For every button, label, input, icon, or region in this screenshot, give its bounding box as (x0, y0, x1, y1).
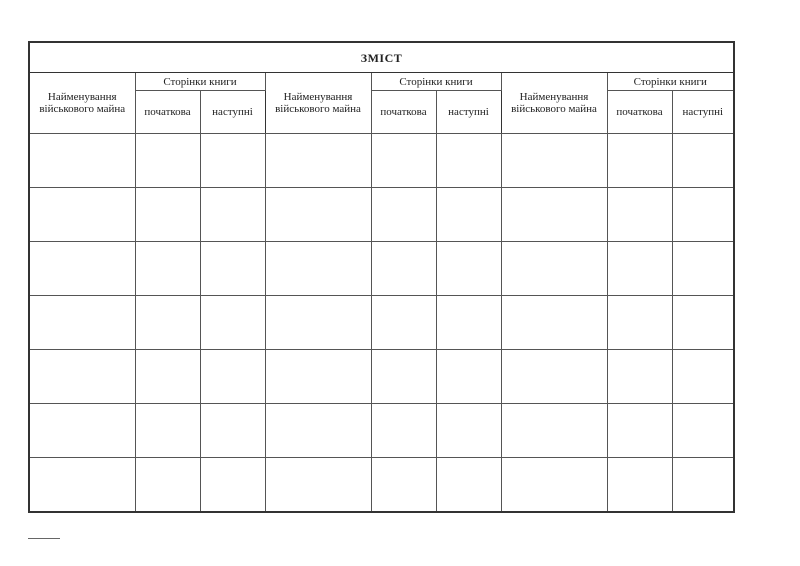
name-cell-1[interactable] (29, 458, 135, 513)
initial-page-cell-1[interactable] (135, 188, 200, 242)
next-pages-header-1: наступні (200, 91, 265, 134)
next-pages-cell-1[interactable] (200, 296, 265, 350)
initial-page-header-3: початкова (607, 91, 672, 134)
table-row (29, 242, 734, 296)
name-cell-3[interactable] (501, 458, 607, 513)
initial-page-cell-2[interactable] (371, 458, 436, 513)
name-cell-1[interactable] (29, 134, 135, 188)
initial-page-cell-1[interactable] (135, 404, 200, 458)
initial-page-cell-2[interactable] (371, 296, 436, 350)
next-pages-header-2: наступні (436, 91, 501, 134)
next-pages-cell-2[interactable] (436, 296, 501, 350)
next-pages-cell-1[interactable] (200, 458, 265, 513)
initial-page-cell-1[interactable] (135, 242, 200, 296)
initial-page-cell-2[interactable] (371, 404, 436, 458)
table-title: ЗМІСТ (29, 42, 734, 73)
header-row-2 (29, 91, 734, 134)
initial-page-header-1: початкова (135, 91, 200, 134)
table-row (29, 188, 734, 242)
table-row (29, 350, 734, 404)
name-cell-1[interactable] (29, 350, 135, 404)
next-pages-cell-2[interactable] (436, 242, 501, 296)
next-pages-cell-3[interactable] (672, 296, 734, 350)
initial-page-cell-2[interactable] (371, 188, 436, 242)
name-cell-2[interactable] (265, 350, 371, 404)
initial-page-cell-3[interactable] (607, 134, 672, 188)
initial-page-cell-2[interactable] (371, 242, 436, 296)
table-row (29, 458, 734, 513)
next-pages-cell-3[interactable] (672, 134, 734, 188)
name-header-2: Найменування військового майна (265, 73, 371, 134)
initial-page-header-2: початкова (371, 91, 436, 134)
next-pages-cell-3[interactable] (672, 242, 734, 296)
next-pages-cell-3[interactable] (672, 188, 734, 242)
name-cell-2[interactable] (265, 242, 371, 296)
next-pages-cell-3[interactable] (672, 404, 734, 458)
next-pages-cell-3[interactable] (672, 458, 734, 513)
initial-page-cell-1[interactable] (135, 134, 200, 188)
initial-page-cell-3[interactable] (607, 188, 672, 242)
name-cell-3[interactable] (501, 404, 607, 458)
name-cell-2[interactable] (265, 404, 371, 458)
initial-page-cell-1[interactable] (135, 458, 200, 513)
name-cell-3[interactable] (501, 188, 607, 242)
header-row-1 (29, 73, 734, 91)
initial-page-cell-3[interactable] (607, 404, 672, 458)
initial-page-cell-3[interactable] (607, 296, 672, 350)
pages-header-2: Сторінки книги (371, 73, 501, 91)
initial-page-cell-3[interactable] (607, 350, 672, 404)
name-cell-2[interactable] (265, 296, 371, 350)
name-cell-3[interactable] (501, 296, 607, 350)
name-header-3: Найменування військового майна (501, 73, 607, 134)
initial-page-cell-1[interactable] (135, 350, 200, 404)
contents-table (28, 41, 735, 513)
initial-page-cell-2[interactable] (371, 350, 436, 404)
next-pages-cell-1[interactable] (200, 242, 265, 296)
initial-page-cell-3[interactable] (607, 242, 672, 296)
name-cell-1[interactable] (29, 296, 135, 350)
next-pages-cell-1[interactable] (200, 404, 265, 458)
next-pages-cell-2[interactable] (436, 134, 501, 188)
footnote-rule (28, 538, 60, 539)
name-cell-1[interactable] (29, 242, 135, 296)
next-pages-cell-1[interactable] (200, 134, 265, 188)
next-pages-cell-2[interactable] (436, 350, 501, 404)
next-pages-cell-1[interactable] (200, 350, 265, 404)
name-header-1: Найменування військового майна (29, 73, 135, 134)
next-pages-header-3: наступні (672, 91, 734, 134)
name-cell-2[interactable] (265, 188, 371, 242)
name-cell-2[interactable] (265, 458, 371, 513)
next-pages-cell-3[interactable] (672, 350, 734, 404)
name-cell-2[interactable] (265, 134, 371, 188)
initial-page-cell-1[interactable] (135, 296, 200, 350)
next-pages-cell-2[interactable] (436, 188, 501, 242)
pages-header-3: Сторінки книги (607, 73, 734, 91)
initial-page-cell-2[interactable] (371, 134, 436, 188)
initial-page-cell-3[interactable] (607, 458, 672, 513)
table-row (29, 404, 734, 458)
name-cell-1[interactable] (29, 188, 135, 242)
title-row (29, 42, 734, 73)
name-cell-3[interactable] (501, 134, 607, 188)
next-pages-cell-2[interactable] (436, 404, 501, 458)
next-pages-cell-2[interactable] (436, 458, 501, 513)
table-row (29, 134, 734, 188)
name-cell-3[interactable] (501, 242, 607, 296)
name-cell-1[interactable] (29, 404, 135, 458)
table-row (29, 296, 734, 350)
pages-header-1: Сторінки книги (135, 73, 265, 91)
next-pages-cell-1[interactable] (200, 188, 265, 242)
name-cell-3[interactable] (501, 350, 607, 404)
